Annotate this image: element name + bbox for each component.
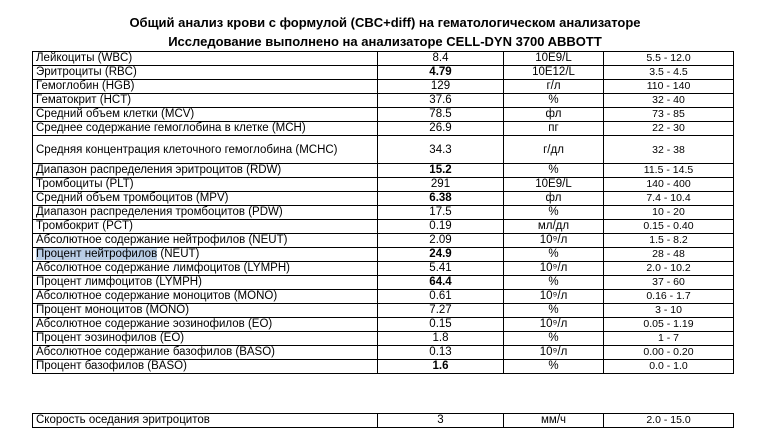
test-value: 4.79 — [378, 66, 504, 80]
test-name: Эритроциты (RBC) — [33, 66, 378, 80]
test-unit: 10⁹/л — [504, 262, 604, 276]
table-row — [33, 192, 734, 206]
table-row — [33, 94, 734, 108]
test-name — [33, 248, 378, 262]
esr-table — [32, 413, 734, 428]
reference-range: 22 - 30 — [604, 122, 734, 136]
reference-range: 37 - 60 — [604, 276, 734, 290]
test-name-rest: (NEUT) — [157, 248, 200, 260]
test-name: Диапазон распределения эритроцитов (RDW) — [33, 164, 378, 178]
table-row — [33, 248, 734, 262]
test-name: Диапазон распределения тромбоцитов (PDW) — [33, 206, 378, 220]
test-name: Гематокрит (HCT) — [33, 94, 378, 108]
table-row — [33, 52, 734, 66]
test-name: Процент базофилов (BASO) — [33, 360, 378, 374]
test-value: 64.4 — [378, 276, 504, 290]
table-row — [33, 318, 734, 332]
test-value: 26.9 — [378, 122, 504, 136]
test-unit: % — [504, 304, 604, 318]
table-row — [33, 66, 734, 80]
test-name: Процент моноцитов (MONO) — [33, 304, 378, 318]
test-value: 0.15 — [378, 318, 504, 332]
test-name: Процент лимфоцитов (LYMPH) — [33, 276, 378, 290]
test-name: Гемоглобин (HGB) — [33, 80, 378, 94]
test-value: 17.5 — [378, 206, 504, 220]
test-unit: пг — [504, 122, 604, 136]
table-row — [33, 80, 734, 94]
reference-range: 140 - 400 — [604, 178, 734, 192]
test-value: 0.13 — [378, 346, 504, 360]
table-row — [33, 234, 734, 248]
test-value: 37.6 — [378, 94, 504, 108]
reference-range: 0.0 - 1.0 — [604, 360, 734, 374]
reference-range: 32 - 40 — [604, 94, 734, 108]
test-value: 0.19 — [378, 220, 504, 234]
test-name: Тромбоциты (PLT) — [33, 178, 378, 192]
table-row-esr — [33, 414, 734, 428]
reference-range: 1.5 - 8.2 — [604, 234, 734, 248]
test-value: 6.38 — [378, 192, 504, 206]
reference-range: 2.0 - 15.0 — [604, 414, 734, 428]
table-row — [33, 262, 734, 276]
reference-range: 0.16 - 1.7 — [604, 290, 734, 304]
test-unit: % — [504, 360, 604, 374]
reference-range: 7.4 - 10.4 — [604, 192, 734, 206]
test-value: 129 — [378, 80, 504, 94]
reference-range: 3.5 - 4.5 — [604, 66, 734, 80]
test-unit: % — [504, 94, 604, 108]
table-row — [33, 164, 734, 178]
reference-range: 2.0 - 10.2 — [604, 262, 734, 276]
test-value: 15.2 — [378, 164, 504, 178]
test-value: 3 — [378, 414, 504, 428]
table-row — [33, 178, 734, 192]
reference-range: 0.05 - 1.19 — [604, 318, 734, 332]
test-name: Средний объем тромбоцитов (MPV) — [33, 192, 378, 206]
test-name: Абсолютное содержание базофилов (BASO) — [33, 346, 378, 360]
test-unit: фл — [504, 108, 604, 122]
test-name: Лейкоциты (WBC) — [33, 52, 378, 66]
table-row — [33, 346, 734, 360]
results-table — [32, 51, 734, 374]
test-value: 5.41 — [378, 262, 504, 276]
test-value: 291 — [378, 178, 504, 192]
test-unit: % — [504, 332, 604, 346]
test-unit: % — [504, 206, 604, 220]
test-value: 1.8 — [378, 332, 504, 346]
reference-range: 73 - 85 — [604, 108, 734, 122]
reference-range: 5.5 - 12.0 — [604, 52, 734, 66]
test-unit: % — [504, 248, 604, 262]
test-name: Абсолютное содержание нейтрофилов (NEUT) — [33, 234, 378, 248]
reference-range: 32 - 38 — [604, 136, 734, 164]
test-value: 78.5 — [378, 108, 504, 122]
table-row — [33, 360, 734, 374]
test-unit: 10⁹/л — [504, 290, 604, 304]
test-value: 7.27 — [378, 304, 504, 318]
test-unit: г/л — [504, 80, 604, 94]
table-row — [33, 304, 734, 318]
reference-range: 28 - 48 — [604, 248, 734, 262]
test-value: 0.61 — [378, 290, 504, 304]
test-unit: % — [504, 164, 604, 178]
test-unit: г/дл — [504, 136, 604, 164]
table-row — [33, 276, 734, 290]
test-name: Среднее содержание гемоглобина в клетке (MCH) — [33, 122, 378, 136]
reference-range: 3 - 10 — [604, 304, 734, 318]
test-unit: мл/дл — [504, 220, 604, 234]
test-name: Средняя концентрация клеточного гемоглобина (MCHC) — [33, 136, 378, 164]
test-unit: 10⁹/л — [504, 234, 604, 248]
table-row — [33, 122, 734, 136]
report-subtitle: Исследование выполнено на анализаторе CELL-DYN 3700 ABBOTT — [168, 34, 602, 49]
table-row — [33, 108, 734, 122]
table-row — [33, 290, 734, 304]
test-unit: 10E9/L — [504, 178, 604, 192]
reference-range: 110 - 140 — [604, 80, 734, 94]
test-unit: фл — [504, 192, 604, 206]
test-value: 1.6 — [378, 360, 504, 374]
test-unit: 10⁹/л — [504, 346, 604, 360]
test-unit: 10E12/L — [504, 66, 604, 80]
reference-range: 10 - 20 — [604, 206, 734, 220]
test-value: 8.4 — [378, 52, 504, 66]
test-value: 2.09 — [378, 234, 504, 248]
test-name: Абсолютное содержание эозинофилов (EO) — [33, 318, 378, 332]
table-row — [33, 220, 734, 234]
test-name: Тромбокрит (PCT) — [33, 220, 378, 234]
test-unit: мм/ч — [504, 414, 604, 428]
reference-range: 1 - 7 — [604, 332, 734, 346]
test-name: Средний объем клетки (MCV) — [33, 108, 378, 122]
test-unit: 10⁹/л — [504, 318, 604, 332]
test-value: 34.3 — [378, 136, 504, 164]
reference-range: 11.5 - 14.5 — [604, 164, 734, 178]
highlighted-text: Процент нейтрофилов — [36, 248, 158, 260]
test-name: Абсолютное содержание лимфоцитов (LYMPH) — [33, 262, 378, 276]
table-row — [33, 332, 734, 346]
table-row — [33, 136, 734, 164]
table-row — [33, 206, 734, 220]
test-value: 24.9 — [378, 248, 504, 262]
test-name: Процент эозинофилов (EO) — [33, 332, 378, 346]
reference-range: 0.00 - 0.20 — [604, 346, 734, 360]
report-title: Общий анализ крови с формулой (CBC+diff) на гематологическом анализаторе — [129, 15, 641, 30]
test-unit: 10E9/L — [504, 52, 604, 66]
test-name: Абсолютное содержание моноцитов (MONO) — [33, 290, 378, 304]
test-unit: % — [504, 276, 604, 290]
test-name: Скорость оседания эритроцитов — [33, 414, 378, 428]
reference-range: 0.15 - 0.40 — [604, 220, 734, 234]
